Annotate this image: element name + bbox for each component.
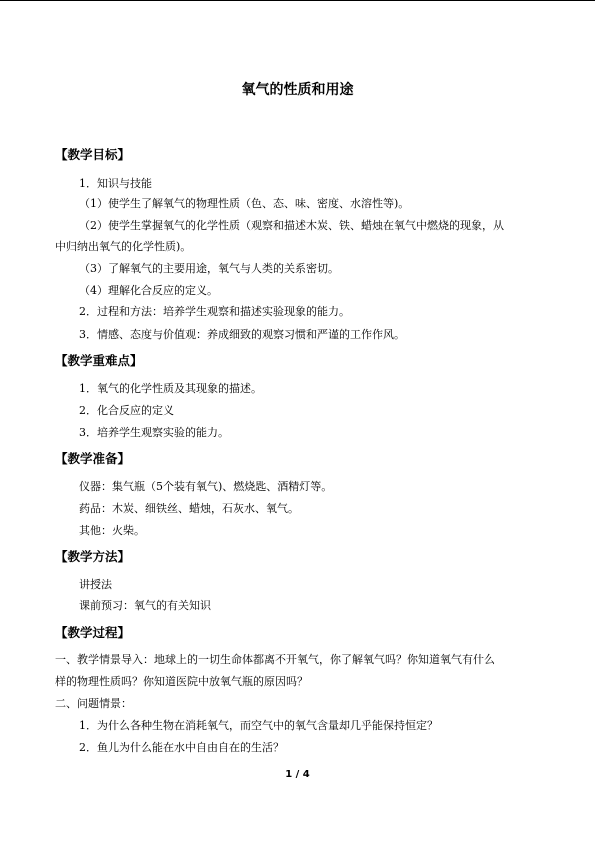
key-points-line: 2．化合反应的定义 (79, 404, 174, 417)
key-points-line: 1．氧气的化学性质及其现象的描述。 (79, 382, 262, 395)
section-heading-process: 【教学过程】 (55, 625, 131, 640)
section-heading-key-points: 【教学重难点】 (55, 353, 143, 368)
process-line: 2．鱼儿为什么能在水中自由自在的生活？ (79, 741, 284, 754)
goals-line: 3．情感、态度与价值观：养成细致的观察习惯和严谨的工作作风。 (79, 328, 405, 341)
section-heading-preparation: 【教学准备】 (55, 451, 131, 466)
key-points-line: 3．培养学生观察实验的能力。 (79, 426, 229, 439)
goals-line: 1．知识与技能 (79, 177, 152, 190)
process-line: 1．为什么各种生物在消耗氧气，而空气中的氧气含量却几乎能保持恒定？ (79, 719, 438, 732)
goals-line: （1）使学生了解氧气的物理性质（色、态、味、密度、水溶性等)。 (79, 197, 410, 210)
process-line: 一、教学情景导入：地球上的一切生命体都离不开氧气，你了解氧气吗？你知道氧气有什么 (55, 653, 495, 666)
goals-line: 中归纳出氧气的化学性质)。 (55, 240, 192, 253)
page-title: 氧气的性质和用途 (241, 82, 354, 98)
preparation-line: 其他：火柴。 (79, 524, 145, 537)
methods-line: 课前预习：氧气的有关知识 (79, 599, 211, 612)
goals-line: 2．过程和方法：培养学生观察和描述实验现象的能力。 (79, 305, 350, 318)
section-heading-methods: 【教学方法】 (55, 549, 131, 564)
section-heading-goals: 【教学目标】 (55, 147, 131, 162)
preparation-line: 仪器：集气瓶（5个装有氧气)、燃烧匙、酒精灯等。 (79, 480, 333, 493)
header-rule (0, 0, 595, 1)
preparation-line: 药品：木炭、细铁丝、蜡烛，石灰水、氧气。 (79, 502, 299, 515)
methods-line: 讲授法 (79, 578, 112, 591)
goals-line: （2）使学生掌握氧气的化学性质（观察和描述木炭、铁、蜡烛在氧气中燃烧的现象，从 (79, 219, 504, 232)
process-line: 样的物理性质吗？你知道医院中放氧气瓶的原因吗？ (55, 675, 308, 688)
goals-line: （3）了解氧气的主要用途，氧气与人类的关系密切。 (79, 262, 339, 275)
page-number: 1 / 4 (285, 769, 310, 780)
process-line: 二、问题情景： (55, 697, 132, 710)
goals-line: （4）理解化合反应的定义。 (79, 284, 218, 297)
